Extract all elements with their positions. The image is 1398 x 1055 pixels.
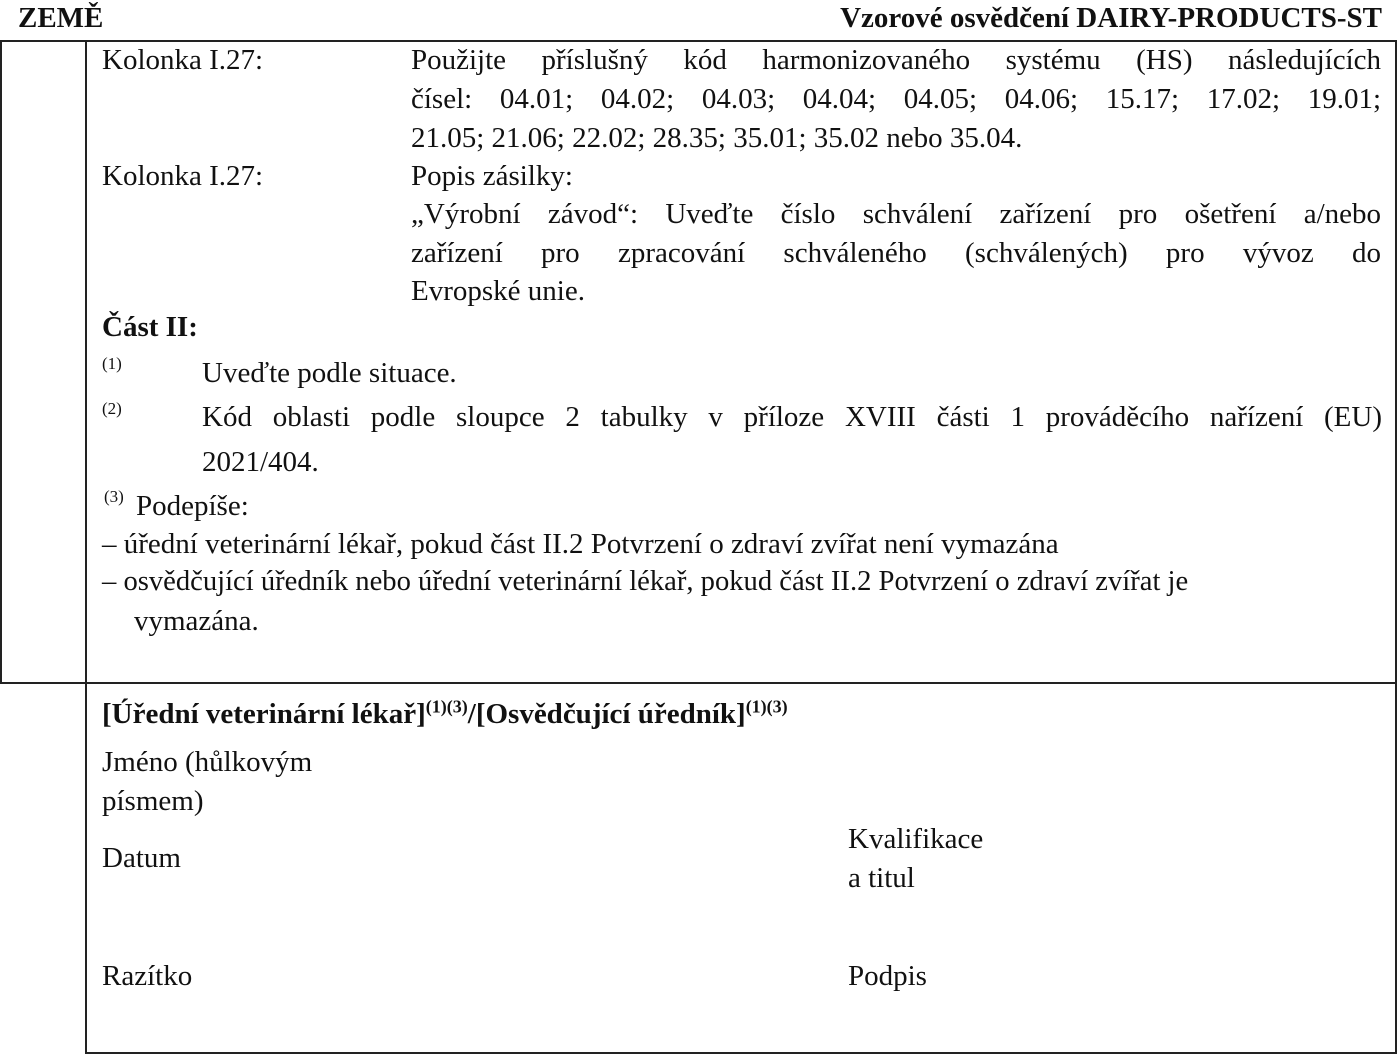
note-text-line: „Výrobní závod“: Uveďte číslo schválení zařízení pro ošetření a/nebo [411,198,1381,230]
footnote-item: – osvědčující úředník nebo úřední veterinární lékař, pokud část II.2 Potvrzení o zdraví zvířat je [102,566,1189,597]
note-text-line: čísel: 04.01; 04.02; 04.03; 04.04; 04.05; 04.06; 15.17; 17.02; 19.01; [411,83,1381,115]
part-two-heading: Část II: [102,311,198,343]
header-certificate-title: Vzorové osvědčení DAIRY-PRODUCTS-ST [840,2,1382,34]
footnote-ref: (1)(3) [425,696,468,717]
frame-left-line [0,40,2,684]
stamp-label: Razítko [102,960,193,992]
signature-title [102,698,788,731]
name-label: Jméno (hůlkovým [102,746,313,778]
date-label: Datum [102,842,181,874]
footnote-mark-1: (1) [102,354,122,373]
frame-bottom-line [85,1052,1397,1054]
frame-right-line [1395,40,1397,1054]
footnote-item: vymazána. [134,605,259,637]
footnote-text-2: 2021/404. [202,446,319,478]
note-title: Popis zásilky: [411,160,573,192]
note-text-line: Použijte příslušný kód harmonizovaného systému (HS) následujících [411,44,1381,76]
note-text-line: Evropské unie. [411,275,585,307]
note-label: Kolonka I.27: [102,44,264,76]
footnote-mark-2: (2) [102,399,122,418]
name-label: písmem) [102,785,204,817]
note-text-line: 21.05; 21.06; 22.02; 28.35; 35.01; 35.02 nebo 35.04. [411,122,1023,154]
footnote-mark-3: (3) [104,487,124,506]
certifying-officer-label: [Osvědčující úředník] [475,698,746,730]
frame-middle-line [0,682,1397,684]
header-country: ZEMĚ [18,2,104,34]
qualification-label: a titul [848,862,915,894]
footnote-text-1: Uveďte podle situace. [202,357,457,389]
footnote-text-3: Podepíše: [136,490,249,522]
signature-label: Podpis [848,960,927,992]
note-label: Kolonka I.27: [102,160,264,192]
footnote-text-2: Kód oblasti podle sloupce 2 tabulky v příloze XVIII části 1 prováděcího nařízení (EU) [202,401,1382,433]
frame-top-line [0,40,1397,42]
qualification-label: Kvalifikace [848,823,984,855]
title-separator: / [467,698,476,730]
frame-inner-left-line [85,40,87,1054]
note-text-line: zařízení pro zpracování schváleného (schválených) pro vývoz do [411,237,1381,269]
official-veterinarian-label: [Úřední veterinární lékař] [102,698,426,730]
footnote-item: – úřední veterinární lékař, pokud část II.2 Potvrzení o zdraví zvířat není vymazána [102,528,1059,560]
footnote-ref: (1)(3) [745,696,788,717]
